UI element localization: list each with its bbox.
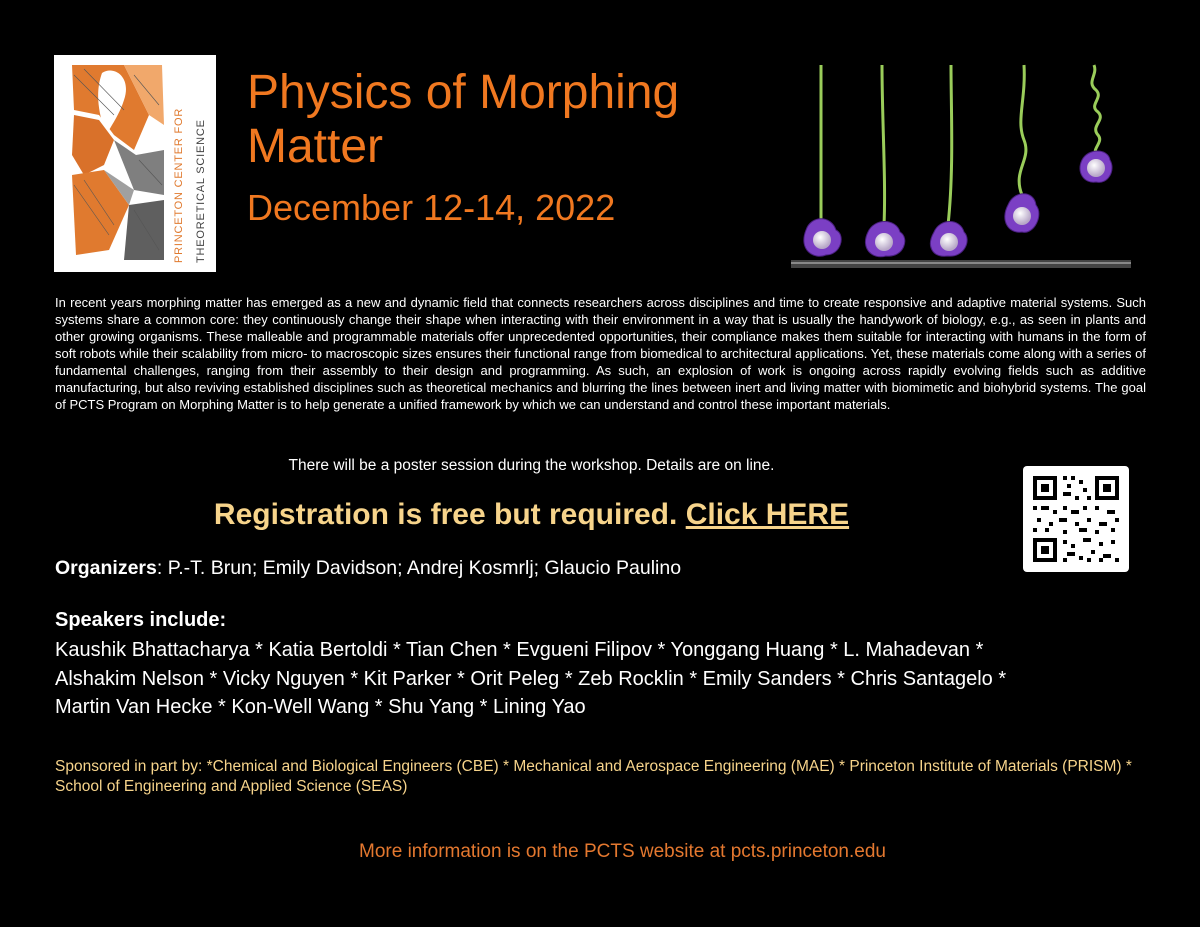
morphing-matter-image (786, 60, 1136, 280)
organizers-names: : P.-T. Brun; Emily Davidson; Andrej Kosmrlj; Glaucio Paulino (156, 557, 682, 579)
organizers-line (55, 556, 681, 580)
speakers-heading: Speakers include: (55, 609, 227, 631)
speakers-list: Kaushik Bhattacharya * Katia Bertoldi * Tian Chen * Evgueni Filipov * Yonggang Huang * L. Mahadevan * Alshakim Nelson * Vicky Nguyen * Kit Parker * Orit Peleg * Zeb Rocklin * Emily Sanders * Chris Santagelo * Martin Van Hecke * Kon-Well Wang * Shu Yang * Lining Yao (55, 639, 1007, 718)
qr-code-icon[interactable] (1023, 466, 1129, 572)
more-info-line: More information is on the PCTS website at pcts.princeton.edu (359, 841, 886, 862)
pcts-logo (54, 55, 216, 272)
logo-text-line2: THEORETICAL SCIENCE (195, 119, 207, 263)
sponsors-line: Sponsored in part by: *Chemical and Biological Engineers (CBE) * Mechanical and Aerospace Engineering (MAE) * Princeton Institute of Materials (PRISM) * School of Engineering and Applied Science (SEAS) (55, 758, 1132, 795)
organizers-label: Organizers (55, 557, 157, 579)
intro-paragraph: In recent years morphing matter has emerged as a new and dynamic field that connects researchers across disciplines and time to create responsive and adaptive material systems. Such systems share a common core: they continuously change their shape when interacting with their environment in a way that is usually the handywork of biology, e.g., as seen in plants and other growing organisms. These malleable and programmable materials offer unprecedented opportunities, their compliance makes them suitable for interacting with humans in the form of soft robots while their scalability from micro- to macroscopic sizes ensures their functional range from biomedical to architectural applications. Yet, these materials come along with a series of fundamental challenges, ranging from their assembly to their design and programming. As such, an explosion of work is ongoing across rapidly evolving fields such as additive manufacturing, but also reviving established disciplines such as theoretical mechanics and blurring the lines between inert and living matter with biomimetic and biohybrid systems. The goal of PCTS Program on Morphing Matter is to help generate a unified framework by which we can understand and control these important materials. (55, 295, 1146, 412)
registration-line (0, 497, 1063, 533)
page-title: Physics of Morphing Matter (247, 66, 680, 173)
logo-text-line1: PRINCETON CENTER FOR (173, 107, 185, 263)
poster-session-note: There will be a poster session during the workshop. Details are on line. (288, 457, 775, 474)
registration-text: Registration is free but required. (213, 498, 686, 531)
event-date: December 12-14, 2022 (247, 187, 616, 228)
registration-link[interactable]: Click HERE (685, 498, 850, 531)
